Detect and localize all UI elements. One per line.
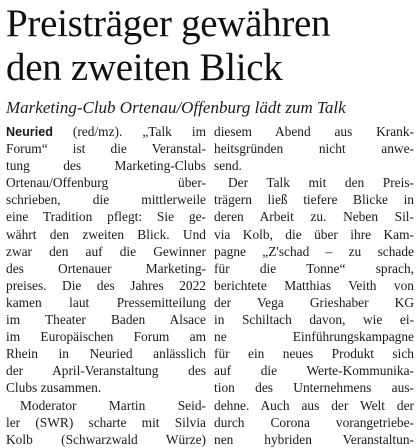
body-line: tung des Marketing-Clubs	[6, 158, 206, 174]
body-line: im Europäischen Forum am	[6, 329, 206, 345]
body-line: auf die Werte-Kommunika-	[214, 363, 414, 379]
body-line: pagne „Z'schad – zu schade	[214, 243, 414, 259]
body-line: Rhein in Neuried anlässlich	[6, 346, 206, 362]
body-line: im Theater Baden Alsace	[6, 312, 206, 328]
body-line: des Ortenauer Marketing-	[6, 260, 206, 276]
body-line: tion des Unternehmens aus-	[214, 380, 414, 396]
body-line: Moderator Martin Seid-	[20, 397, 206, 413]
article-column-right	[214, 123, 414, 448]
body-line: eine Tradition pflegt: Sie ge-	[6, 209, 206, 225]
body-line: diesem Abend aus Krank-	[214, 124, 414, 139]
body-line: in Schiltach davon, wie ei-	[214, 312, 414, 328]
body-line: ler (SWR) scharte mit Silvia	[6, 414, 206, 430]
headline	[6, 2, 416, 90]
body-line: Forum“ ist die Veranstal-	[6, 141, 206, 157]
body-line: kamen laut Pressemitteilung	[6, 294, 206, 310]
body-line: Der Talk mit den Preis-	[228, 175, 414, 191]
article-column-left	[6, 123, 206, 448]
body-line: der April-Veranstaltung des	[6, 363, 206, 379]
body-line: via Kolb, die über ihre Kam-	[214, 226, 414, 242]
body-line: dehne. Auch aus der Welt der	[214, 397, 414, 413]
body-line: preises. Die des Jahres 2022	[6, 277, 206, 293]
body-line: zwar den auf die Gewinner	[6, 243, 206, 259]
subheadline: Marketing-Club Ortenau/Offenburg lädt zum Talk	[6, 98, 346, 117]
body-line: Clubs zusammen.	[6, 380, 102, 396]
body-line: berichtete Matthias Veith von	[214, 277, 414, 293]
body-line: für die Tonne“ sprach,	[214, 260, 414, 276]
body-line: nen hybriden Veranstaltun-	[214, 431, 414, 447]
headline-line-2: den zweiten Blick	[6, 46, 283, 89]
body-line: der Vega Grieshaber KG	[214, 294, 414, 310]
body-line: schrieben, die mittlerweile	[6, 192, 206, 208]
body-line: währt den zweiten Blick. Und	[6, 226, 206, 242]
body-line: Kolb (Schwarzwald Würze)	[6, 431, 206, 447]
body-line: durch Corona vorangetriebe-	[214, 414, 414, 430]
body-line: für ein neues Produkt sich	[214, 346, 414, 362]
body-line: deren Arbeit zu. Neben Sil-	[214, 209, 414, 225]
headline-line-1: Preisträger gewähren	[6, 2, 331, 45]
body-line: Ortenau/Offenburg über-	[6, 175, 206, 191]
body-line: ne Einführungskampagne	[214, 329, 414, 345]
body-text: (red/mz). „Talk im	[52, 124, 206, 139]
body-line: trägern ließ tiefere Blicke in	[214, 192, 414, 208]
body-line	[6, 123, 206, 140]
dateline: Neuried	[6, 125, 53, 139]
body-line: send.	[214, 158, 242, 174]
body-line: heitsgründen nicht anwe-	[214, 141, 414, 157]
